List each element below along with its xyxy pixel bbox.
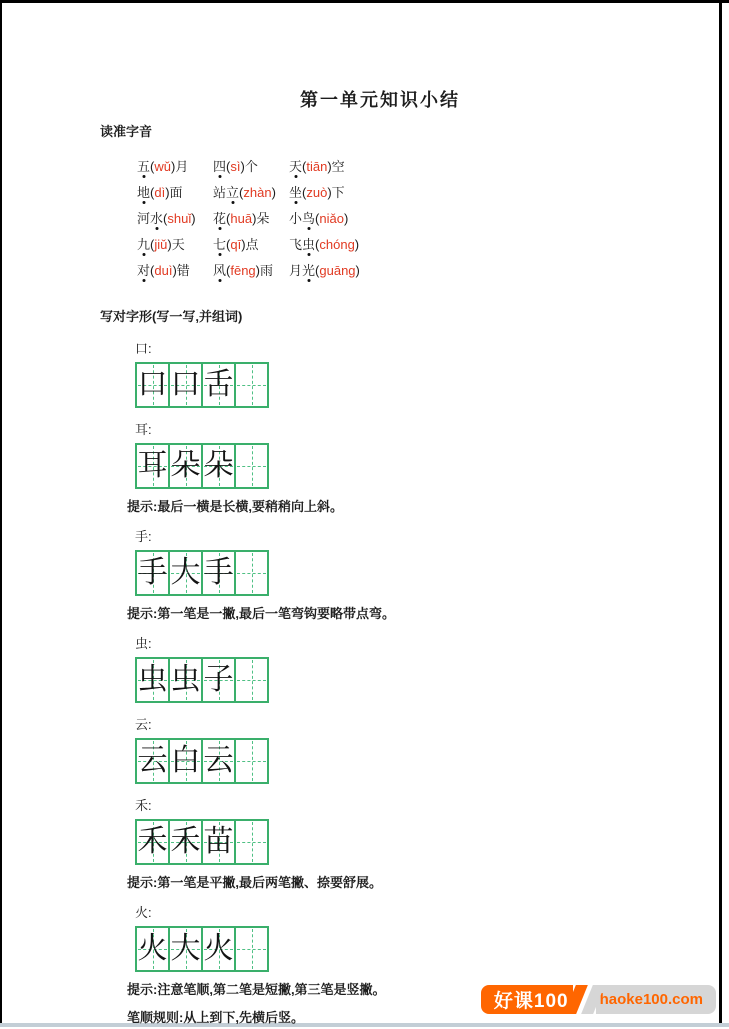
grid-character: 手	[137, 555, 168, 590]
page-border-right	[719, 0, 722, 1023]
practice-grid	[135, 738, 269, 784]
paren-open: (	[315, 210, 320, 226]
tip-text: 提示:注意笔顺,第二笔是短撇,第三笔是竖撇。	[127, 982, 386, 997]
paren-open: (	[226, 210, 231, 226]
hanzi-char: 对	[137, 260, 150, 279]
practice-grid	[135, 926, 269, 972]
hanzi-char: 地	[137, 182, 150, 201]
footer-logo	[481, 985, 716, 1014]
grid-cell	[203, 659, 236, 701]
pinyin-text: dì	[154, 184, 166, 200]
grid-character: 朵	[170, 448, 201, 483]
grid-character: 禾	[137, 824, 168, 859]
pinyin-entry	[213, 156, 289, 175]
grid-cell	[236, 552, 267, 594]
hanzi-char: 七	[213, 234, 226, 253]
grid-cell	[203, 740, 236, 782]
grid-character: 虫	[137, 662, 168, 697]
paren-open: (	[150, 184, 155, 200]
paren-open: (	[315, 236, 320, 252]
hanzi-char: 虫	[302, 234, 315, 253]
grid-cell	[137, 659, 170, 701]
paren-close: )	[170, 158, 176, 174]
grid-character: 口	[137, 367, 168, 402]
pinyin-text: qī	[230, 236, 242, 252]
grid-character: 舌	[203, 367, 234, 402]
grid-character: 云	[203, 743, 234, 778]
grid-cell	[203, 928, 236, 970]
grid-cell	[170, 740, 203, 782]
section-heading-writing: 写对字形(写一写,并组词)	[100, 309, 243, 324]
grid-cell	[236, 740, 267, 782]
grid-cell	[170, 364, 203, 406]
grid-cell	[170, 821, 203, 863]
writing-block	[100, 526, 660, 622]
writing-block	[100, 795, 660, 891]
paren-open: (	[150, 262, 155, 278]
pinyin-entry	[289, 156, 365, 175]
grid-character: 火	[203, 931, 234, 966]
paren-close: )	[255, 262, 261, 278]
character-label: 禾:	[135, 798, 152, 813]
writing-block	[100, 902, 660, 998]
pinyin-row	[137, 230, 660, 256]
grid-cell	[236, 928, 267, 970]
grid-character: 耳	[137, 448, 168, 483]
practice-grid	[135, 443, 269, 489]
paren-open: (	[150, 236, 155, 252]
stroke-order-rule: 笔顺规则:从上到下,先横后竖。	[127, 1010, 304, 1025]
grid-character: 火	[137, 931, 168, 966]
tip-text: 提示:第一笔是平撇,最后两笔撇、捺要舒展。	[127, 875, 382, 890]
grid-cell	[170, 552, 203, 594]
pinyin-text: zhàn	[243, 184, 272, 200]
paren-close: )	[327, 158, 332, 174]
character-label: 耳:	[135, 422, 152, 437]
grid-character: 苗	[203, 824, 234, 859]
hanzi-char: 小	[289, 210, 303, 226]
section-heading-pronunciation: 读准字音	[100, 124, 153, 139]
pinyin-entry	[137, 260, 213, 279]
pinyin-entry	[289, 182, 365, 201]
grid-cell	[203, 821, 236, 863]
pinyin-entry	[213, 208, 289, 227]
paren-open: (	[315, 262, 320, 278]
hanzi-char: 雨	[260, 262, 274, 278]
grid-cell	[137, 821, 170, 863]
pinyin-text: sì	[230, 158, 241, 174]
practice-grid	[135, 550, 269, 596]
hanzi-char: 风	[213, 260, 226, 279]
pinyin-row	[137, 152, 660, 178]
paren-close: )	[355, 262, 360, 278]
pinyin-entry	[137, 208, 213, 227]
grid-cell	[236, 659, 267, 701]
grid-cell	[137, 445, 170, 487]
hanzi-char: 河	[137, 210, 151, 226]
paren-close: )	[271, 184, 276, 200]
hanzi-char: 飞	[289, 236, 303, 252]
grid-character: 手	[203, 555, 234, 590]
pinyin-entry	[137, 182, 213, 201]
hanzi-char: 立	[226, 182, 239, 201]
hanzi-char: 四	[213, 156, 226, 175]
grid-character: 朵	[203, 448, 234, 483]
page-title: 第一单元知识小结	[300, 90, 460, 110]
paren-close: )	[240, 158, 245, 174]
paren-close: )	[241, 236, 246, 252]
paren-close: )	[354, 236, 360, 252]
pinyin-entry	[213, 260, 289, 279]
paren-close: )	[191, 210, 196, 226]
grid-cell	[203, 364, 236, 406]
hanzi-char: 空	[331, 158, 345, 174]
paren-open: (	[302, 184, 307, 200]
domain-badge: haoke100.com	[596, 985, 716, 1014]
hanzi-char: 月	[289, 262, 303, 278]
writing-practice-list	[100, 338, 660, 998]
paren-open: (	[226, 236, 231, 252]
pinyin-text: shuǐ	[167, 210, 192, 226]
hanzi-char: 站	[213, 184, 227, 200]
pinyin-text: huā	[230, 210, 253, 226]
paren-close: )	[167, 236, 172, 252]
tip-text: 提示:第一笔是一撇,最后一笔弯钩要略带点弯。	[127, 606, 395, 621]
hanzi-char: 水	[150, 208, 163, 227]
grid-character: 虫	[170, 662, 201, 697]
pinyin-text: wǔ	[154, 158, 171, 174]
paren-open: (	[226, 158, 231, 174]
hanzi-char: 坐	[289, 182, 302, 201]
pinyin-row	[137, 256, 660, 282]
pinyin-text: duì	[154, 262, 173, 278]
grid-character: 大	[170, 931, 201, 966]
pinyin-entry	[137, 234, 213, 253]
pinyin-list	[137, 152, 660, 282]
pinyin-entry	[213, 234, 289, 253]
character-label: 口:	[135, 341, 152, 356]
pinyin-entry	[289, 260, 365, 279]
pinyin-row	[137, 178, 660, 204]
hanzi-char: 五	[137, 156, 150, 175]
hanzi-char: 点	[245, 236, 259, 252]
hanzi-char: 下	[331, 184, 345, 200]
hanzi-char: 天	[289, 156, 302, 175]
brand-badge: 好课100	[481, 985, 573, 1014]
character-label: 虫:	[135, 636, 152, 651]
document-content	[100, 86, 660, 1026]
paren-close: )	[165, 184, 170, 200]
grid-character: 子	[203, 662, 234, 697]
hanzi-char: 九	[137, 234, 150, 253]
paren-close: )	[327, 184, 332, 200]
pinyin-entry	[289, 234, 365, 253]
paren-open: (	[226, 262, 231, 278]
character-label: 火:	[135, 905, 152, 920]
pinyin-text: chóng	[319, 236, 355, 252]
grid-cell	[137, 364, 170, 406]
paren-close: )	[172, 262, 177, 278]
grid-cell	[137, 552, 170, 594]
grid-character: 白	[170, 743, 201, 778]
hanzi-char: 月	[175, 158, 189, 174]
paren-close: )	[343, 210, 349, 226]
writing-block	[100, 338, 660, 408]
pinyin-text: zuò	[306, 184, 328, 200]
grid-character: 口	[170, 367, 201, 402]
practice-grid	[135, 819, 269, 865]
grid-cell	[137, 928, 170, 970]
pinyin-entry	[137, 156, 213, 175]
grid-cell	[170, 928, 203, 970]
hanzi-char: 鸟	[302, 208, 315, 227]
grid-cell	[170, 445, 203, 487]
writing-block	[100, 633, 660, 703]
grid-character: 大	[170, 555, 201, 590]
pinyin-text: jiǔ	[154, 236, 168, 252]
pinyin-text: guāng	[319, 262, 356, 278]
grid-character: 禾	[170, 824, 201, 859]
hanzi-char: 错	[176, 262, 190, 278]
pinyin-text: tiān	[306, 158, 328, 174]
grid-cell	[236, 364, 267, 406]
grid-cell	[203, 445, 236, 487]
page-border-left	[0, 0, 2, 1023]
character-label: 手:	[135, 529, 152, 544]
grid-character: 云	[137, 743, 168, 778]
practice-grid	[135, 657, 269, 703]
hanzi-char: 面	[169, 184, 183, 200]
paren-open: (	[150, 158, 155, 174]
character-label: 云:	[135, 717, 152, 732]
writing-block	[100, 714, 660, 784]
writing-block	[100, 419, 660, 515]
grid-cell	[170, 659, 203, 701]
hanzi-char: 个	[244, 158, 258, 174]
pinyin-text: fēng	[230, 262, 256, 278]
tip-text: 提示:最后一横是长横,要稍稍向上斜。	[127, 499, 343, 514]
pinyin-row	[137, 204, 660, 230]
paren-open: (	[239, 184, 244, 200]
pinyin-entry	[213, 182, 289, 201]
grid-cell	[203, 552, 236, 594]
grid-cell	[236, 445, 267, 487]
hanzi-char: 朵	[256, 210, 270, 226]
grid-cell	[137, 740, 170, 782]
hanzi-char: 光	[302, 260, 315, 279]
paren-open: (	[302, 158, 307, 174]
grid-cell	[236, 821, 267, 863]
practice-grid	[135, 362, 269, 408]
hanzi-char: 天	[171, 236, 185, 252]
page-border-top	[0, 0, 729, 3]
pinyin-text: niǎo	[319, 210, 344, 226]
paren-open: (	[163, 210, 168, 226]
pinyin-entry	[289, 208, 365, 227]
paren-close: )	[252, 210, 257, 226]
hanzi-char: 花	[213, 208, 226, 227]
